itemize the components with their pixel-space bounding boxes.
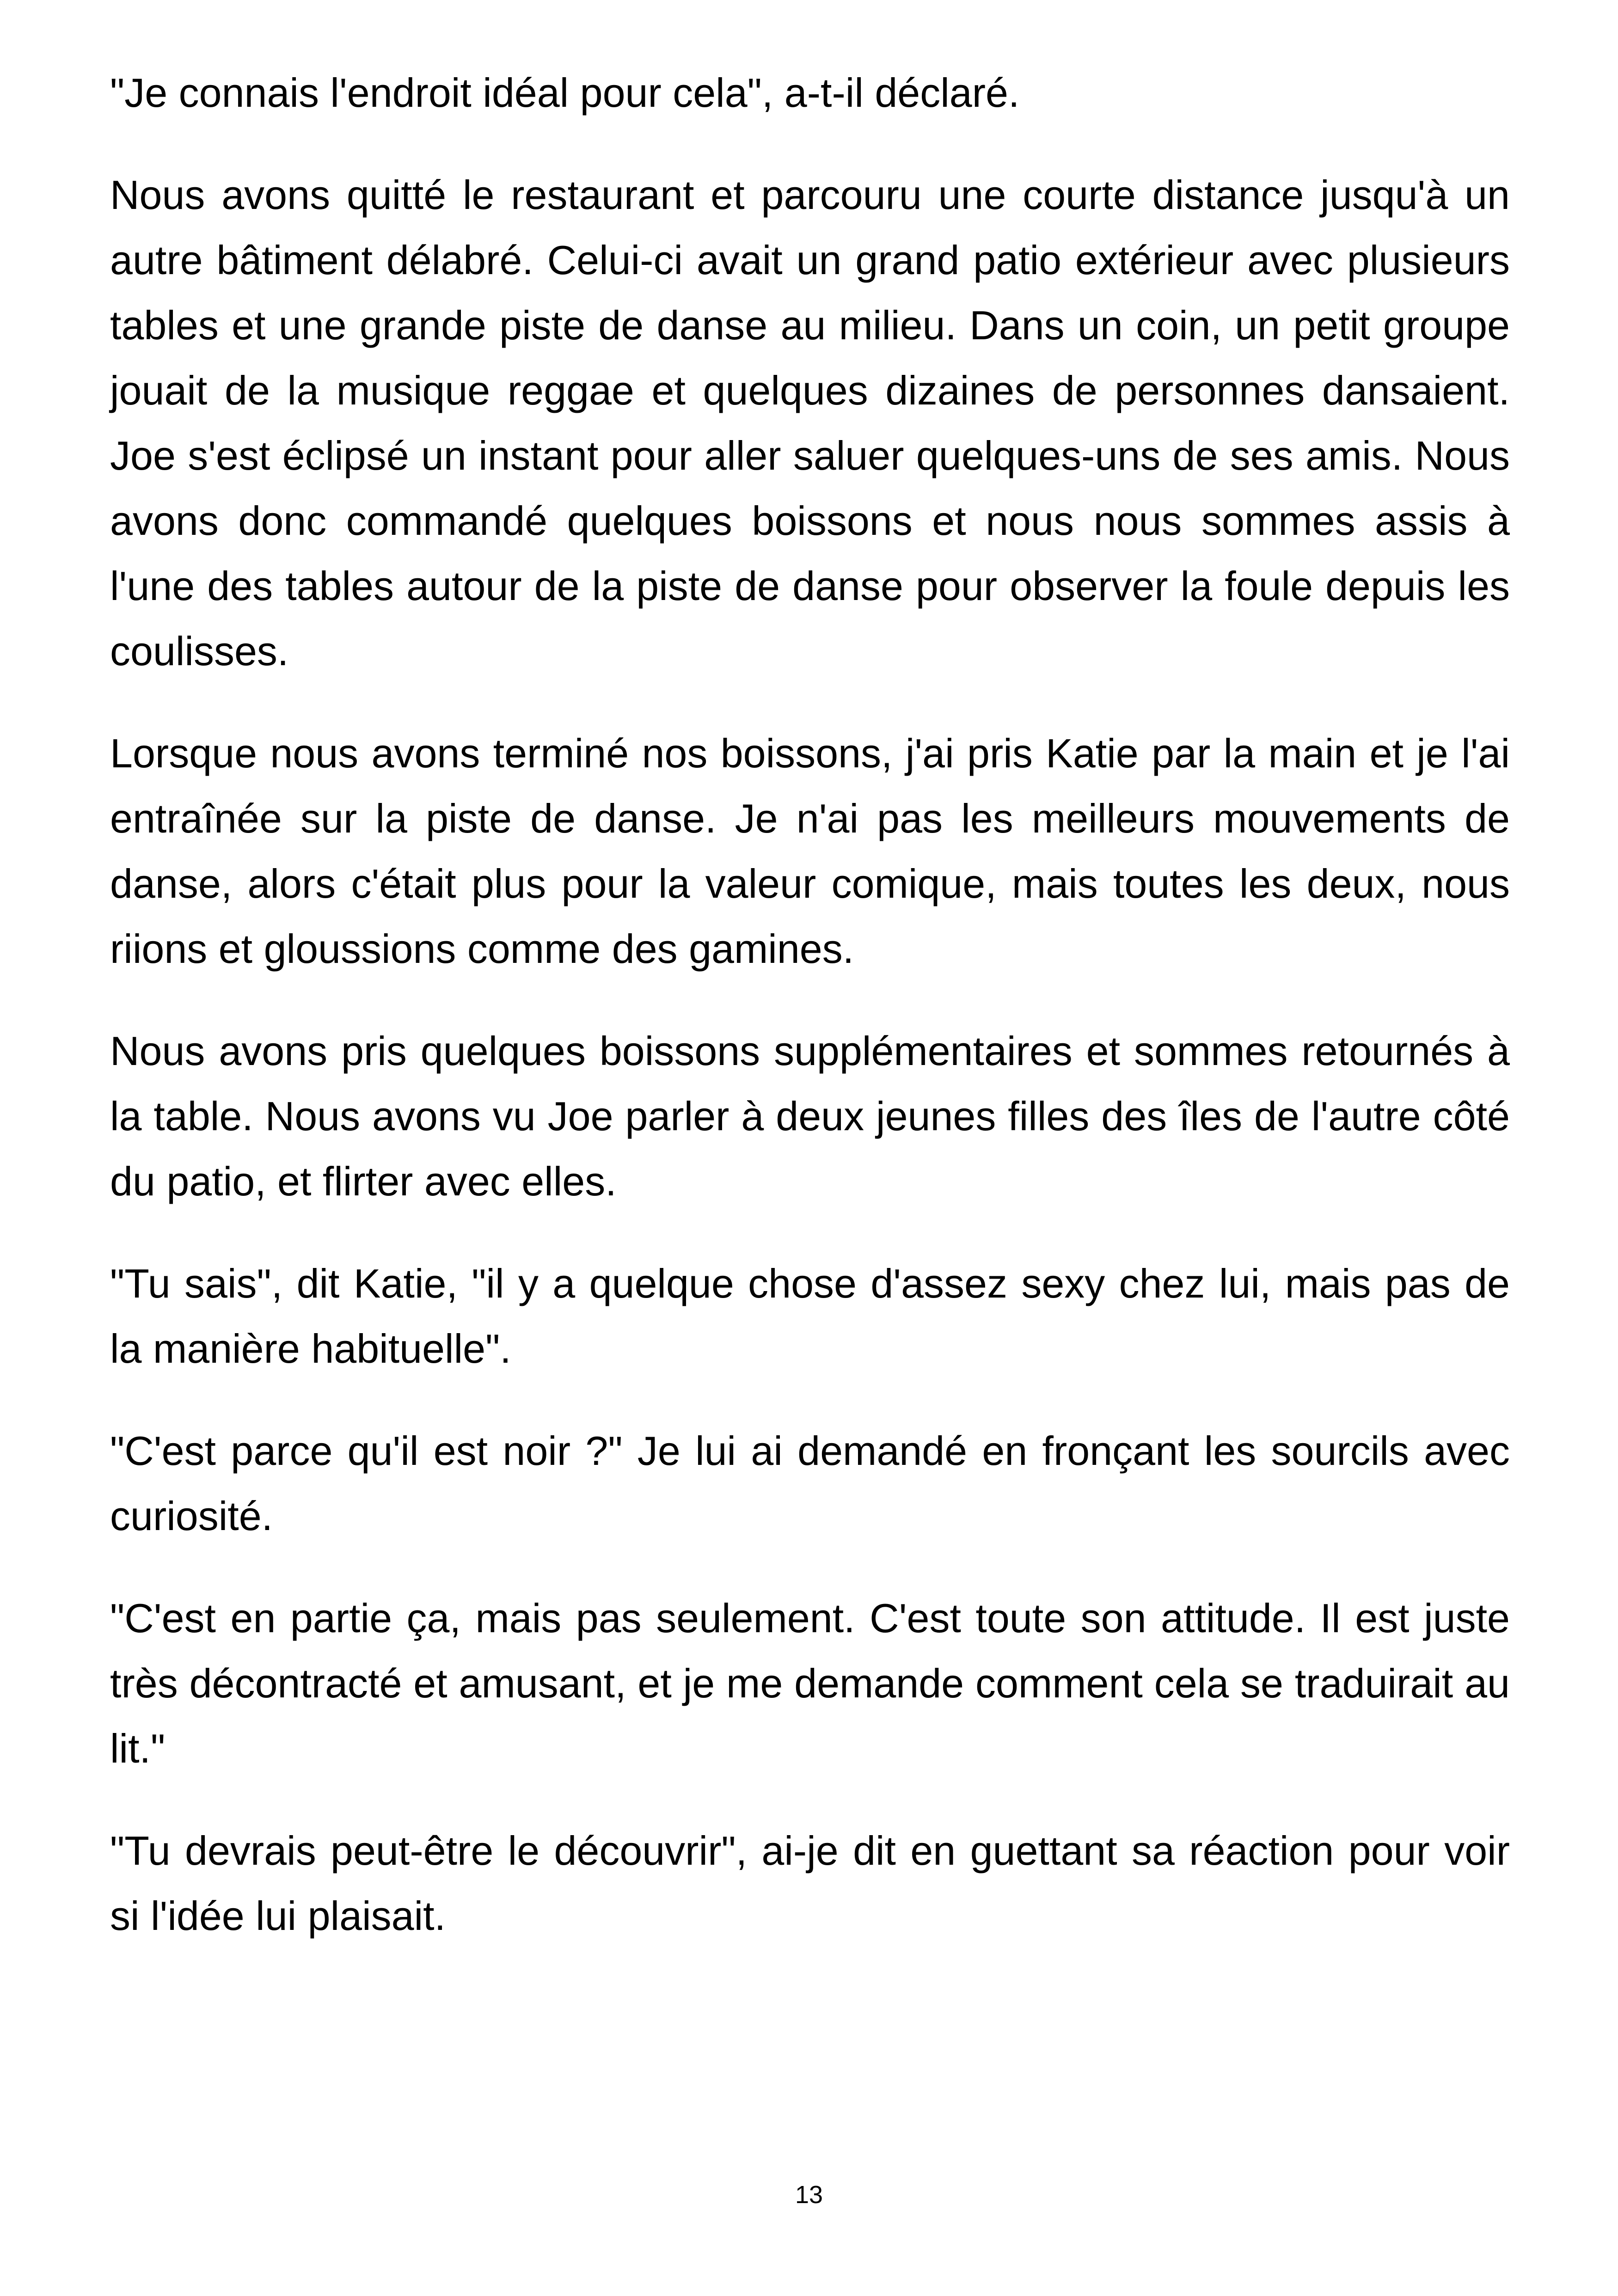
body-text [110,60,1510,1985]
paragraph-1: "Je connais l'endroit idéal pour cela", a-t-il déclaré. [110,70,1020,116]
paragraph-5: "Tu sais", dit Katie, "il y a quelque chose d'assez sexy chez lui, mais pas de la manière habituelle". [110,1261,1510,1371]
paragraph-4: Nous avons pris quelques boissons supplémentaires et sommes retournés à la table. Nous avons vu Joe parler à deux jeunes filles des îles de l'autre côté du patio, et flirter avec elles. [110,1028,1510,1204]
paragraph-8: "Tu devrais peut-être le découvrir", ai-je dit en guettant sa réaction pour voir si l'idée lui plaisait. [110,1828,1510,1939]
paragraph-3: Lorsque nous avons terminé nos boissons, j'ai pris Katie par la main et je l'ai entraînée sur la piste de danse. Je n'ai pas les meilleurs mouvements de danse, alors c'était plus pour la valeur comique, mais toutes les deux, nous riions et gloussions comme des gamines. [110,730,1510,972]
page-number: 13 [795,2181,823,2209]
paragraph-2: Nous avons quitté le restaurant et parcouru une courte distance jusqu'à un autre bâtiment délabré. Celui-ci avait un grand patio extérieur avec plusieurs tables et une grande piste de danse au milieu. Dans un coin, un petit groupe jouait de la musique reggae et quelques dizaines de personnes dansaient. Joe s'est éclipsé un instant pour aller saluer quelques-uns de ses amis. Nous avons donc commandé quelques boissons et nous nous sommes assis à l'une des tables autour de la piste de danse pour observer la foule depuis les coulisses. [110,172,1510,674]
paragraph-6: "C'est parce qu'il est noir ?" Je lui ai demandé en fronçant les sourcils avec curiosité. [110,1428,1510,1539]
paragraph-7: "C'est en partie ça, mais pas seulement. C'est toute son attitude. Il est juste très décontracté et amusant, et je me demande comment cela se traduirait au lit." [110,1595,1510,1771]
